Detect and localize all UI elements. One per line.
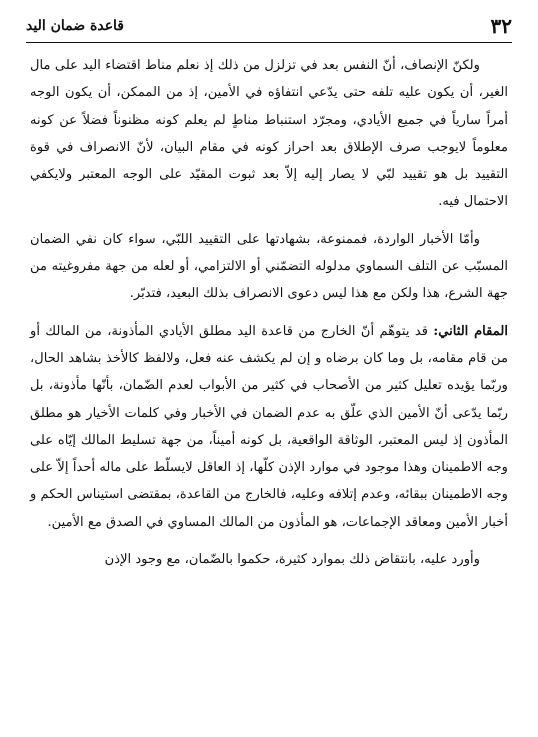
paragraph-4: وأورد عليه، بانتقاض ذلك بموارد كثيرة، حكموا بالضّمان، مع وجود الإذن xyxy=(104,552,480,568)
running-title: قاعدة ضمان اليد xyxy=(26,18,124,34)
paragraph-2: وأمّا الأخبار الواردة، فممنوعة، بشهادتها على التقييد اللبّي، سواء كان نفي الضمان المسبّب عن التلف السماوي مدلوله التضمّني أو الالتزامي، أو لعله من جهة مفروغيته من جهة الشرع، هذا ولكن مع هذا ليس دعوى الانصراف بذلك البعيد، فتدبّر. xyxy=(30,231,508,302)
body-text xyxy=(30,52,508,729)
paragraph-1: ولكنّ الإنصاف، أنّ النفس بعد في تزلزل من ذلك إذ نعلم مناط اقتضاء اليد على مال الغير، أن يكون عليه تلفه حتى يدّعي انتفاؤه في الأمين، إذ من الممكن، أن يكون الوجه أمراً سارياً في جميع الأيادي، ومجرّد استنباط مناطٍ لم يعلم كونه مظنوناً فضلاً عن كونه معلوماً لايوجب صرف الإطلاق بعد احراز كونه في مقام البيان، لأنّ الانصراف في قوة التقييد بل هو تقييد لبّي لا يصار إليه إلاّ بعد ثبوت المقيّد على الوجه المعتبر ولايكفي الاحتمال فيه. xyxy=(30,58,508,210)
section-lead-heading: المقام الثاني: xyxy=(433,323,508,339)
page-header xyxy=(26,10,512,43)
page-number: ٣٢ xyxy=(490,14,512,38)
paragraph-3-text: قد يتوهّم أنّ الخارج من قاعدة اليد مطلق الأيادي المأذونة، من المالك أو من قام مقامه، بل وما كان برضاه و إن لم يكشف عنه فعل، ولالفظ كالأخذ بشاهد الحال، وربّما يؤيده تعليل كثير من الأصحاب في كثير من الأبواب لعدم الضّمان، بأنّها مأذونة، بل ربّما يدّعى أنّ الأمين الذي علّق به عدم الضمان في الأخبار وفي كلمات الأخيار هو مطلق المأذون إذ ليس المعتبر، الوثاقة الواقعية، بل كونه أميناً، من جهة تسليط المالك إيّاه على وجه الاطمينان وهذا موجود في موارد الإذن كلّها، إذ العاقل لايسلّط على ماله أحداً إلاّ على وجه الاطمينان ببقائه، وعدم إتلافه وعليه، فالخارج من القاعدة، بمقتضى استيناس الحكم و أخبار الأمين ومعاقد الإجماعات، هو المأذون من المالك المساوي في الصدق مع الأمين. xyxy=(30,323,508,530)
paragraph-3 xyxy=(30,318,508,536)
